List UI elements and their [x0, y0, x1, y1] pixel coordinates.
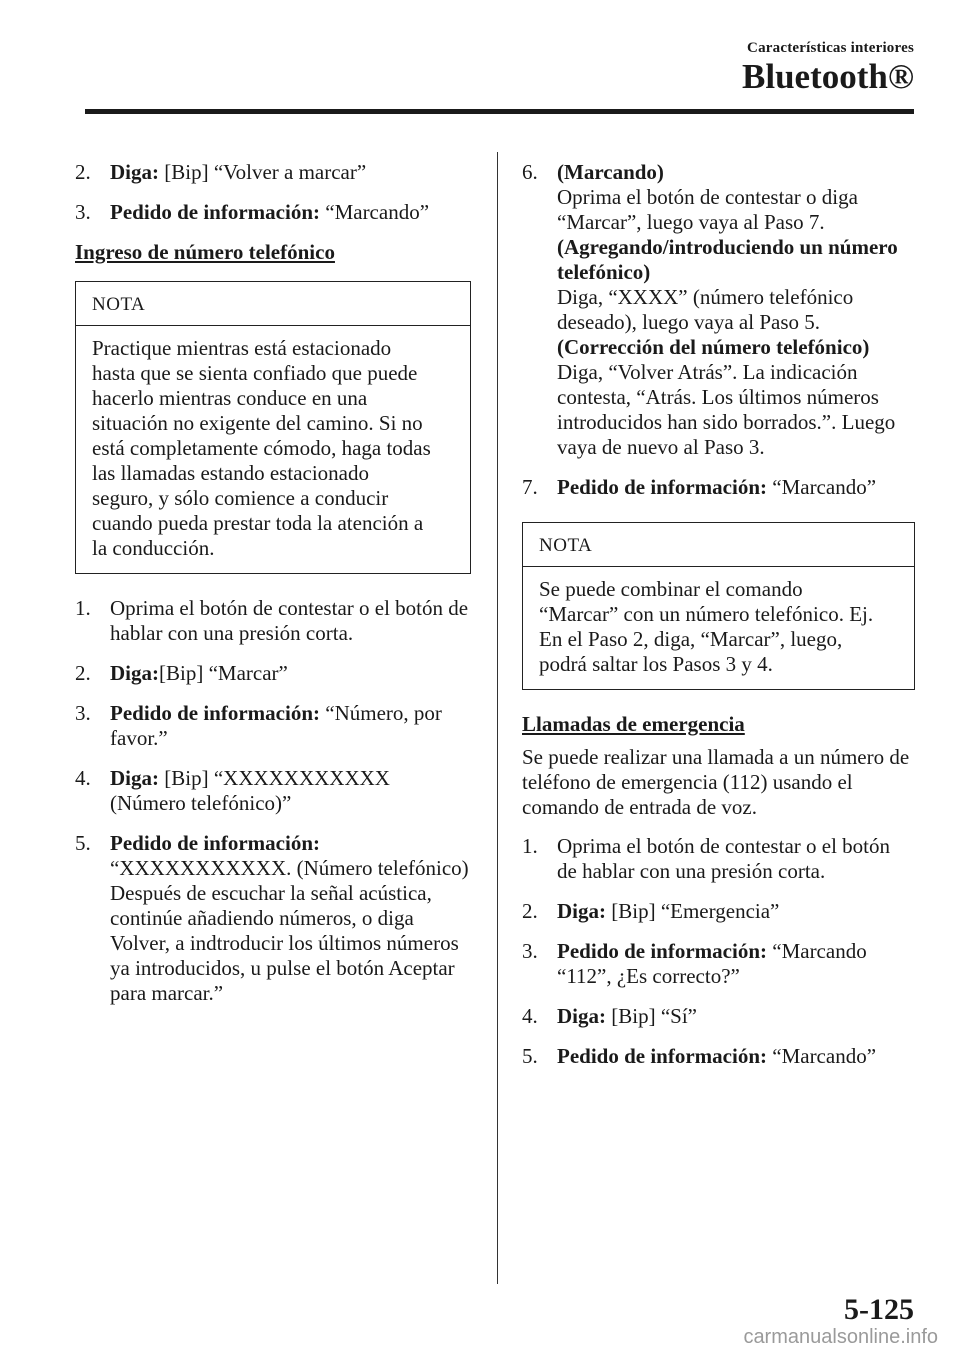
emergency-intro: Se puede realizar una llamada a un número de teléfono de emergencia (112) usando el comando de entrada de voz. [522, 745, 910, 819]
step-6: 6. (Marcando) Oprima el botón de contestar o diga “Marcar”, luego vaya al Paso 7. (Agregando/introduciendo un número telefónico) Diga, “XXXX” (número telefónico deseado), luego vaya al Paso 5. (Corrección del número telefónico) Diga, “Volver Atrás”. La indicación contesta, “Atrás. Los últimos números introducidos han sido borrados.”. Luego vaya de nuevo al Paso 3. [522, 160, 898, 459]
section-heading-emergency: Llamadas de emergencia [522, 712, 745, 736]
note-title: NOTA [76, 282, 470, 326]
note-box-right [522, 522, 915, 690]
header-section: Características interiores [747, 40, 914, 56]
note-box [75, 281, 471, 574]
emergency-step-5: 5. Pedido de información: “Marcando” [522, 1044, 877, 1068]
note-title: NOTA [523, 523, 914, 567]
page-number: 5-125 [844, 1293, 914, 1326]
step-3: 3. Pedido de información: “Número, por favor.” [75, 701, 442, 750]
step-3-redial: 3. Pedido de información: “Marcando” [75, 200, 430, 224]
note-body: Practique mientras está estacionado hasta que se sienta confiado que puede hacerlo mientras conduce en una situación no exigente del camino. Si no está completamente cómodo, haga todas las llamadas estando estacionado seguro, y sólo comience a conducir cuando pueda prestar toda la atención a la conducción. [92, 336, 431, 560]
step-2: 2. Diga:[Bip] “Marcar” [75, 661, 288, 685]
header-rule [85, 109, 914, 114]
emergency-step-3: 3. Pedido de información: “Marcando “112”, ¿Es correcto?” [522, 939, 867, 988]
header-title: Bluetooth® [742, 57, 914, 96]
note-body: Se puede combinar el comando “Marcar” con un número telefónico. Ej. En el Paso 2, diga, “Marcar”, luego, podrá saltar los Pasos 3 y 4. [539, 577, 874, 676]
left-column [75, 160, 471, 1021]
column-divider [497, 152, 498, 1284]
step-4: 4. Diga: [Bip] “XXXXXXXXXXX (Número telefónico)” [75, 766, 390, 815]
emergency-step-4: 4. Diga: [Bip] “Sí” [522, 1004, 697, 1028]
step-7: 7. Pedido de información: “Marcando” [522, 475, 877, 499]
step-5: 5. Pedido de información: “XXXXXXXXXXX. (Número telefónico) Después de escuchar la señal acústica, continúe añadiendo números, o diga Volver, a indtroducir los últimos números ya introducidos, u pulse el botón Aceptar para marcar.” [75, 831, 469, 1005]
emergency-step-2: 2. Diga: [Bip] “Emergencia” [522, 899, 780, 923]
step-1: 1. Oprima el botón de contestar o el botón de hablar con una presión corta. [75, 596, 469, 645]
right-column [522, 160, 915, 1084]
watermark: carmanualsonline.info [743, 1326, 938, 1348]
section-heading-phone-number: Ingreso de número telefónico [75, 240, 335, 264]
step-2-redial: 2. Diga: [Bip] “Volver a marcar” [75, 160, 367, 184]
emergency-step-1: 1. Oprima el botón de contestar o el botón de hablar con una presión corta. [522, 834, 890, 883]
